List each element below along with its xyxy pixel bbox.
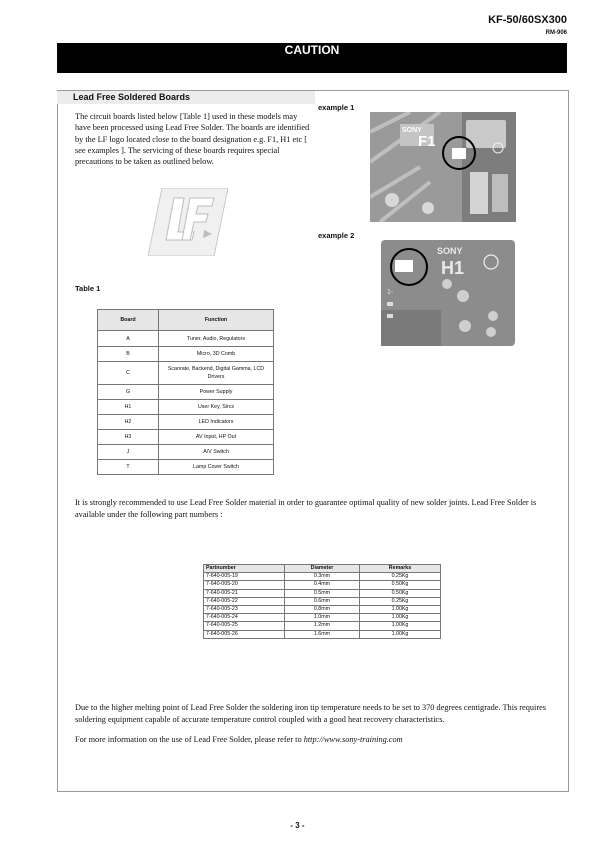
table-cell-function: Power Supply bbox=[159, 385, 274, 400]
table-cell-board: J bbox=[98, 445, 159, 460]
table-cell-remarks: 0.25Kg bbox=[360, 597, 441, 605]
more-info-line bbox=[75, 735, 403, 744]
table-header: Remarks bbox=[360, 565, 441, 573]
melting-point-paragraph: Due to the higher melting point of Lead Free Solder the soldering iron tip temperature needs to be set to 370 degrees centigrade. This requires soldering equipment capable of accurate temperature control coupled with a good heat recovery characteristics. bbox=[75, 703, 547, 724]
table-cell-remarks: 1.00Kg bbox=[360, 622, 441, 630]
remote-model: RM-906 bbox=[545, 30, 567, 36]
example-1-label: example 1 bbox=[318, 103, 355, 112]
table-cell-partnumber: 7-640-005-22 bbox=[204, 597, 285, 605]
example-2-label: example 2 bbox=[318, 231, 355, 240]
table-cell-diameter: 1.6mm bbox=[285, 630, 360, 638]
table-cell-remarks: 1.00Kg bbox=[360, 614, 441, 622]
table-cell-board: H1 bbox=[98, 400, 159, 415]
table-header: Function bbox=[159, 310, 274, 331]
photo2-board: H1 bbox=[441, 258, 465, 278]
part-number-table bbox=[203, 564, 441, 639]
table-header: Partnumber bbox=[204, 565, 285, 573]
example-1-photo bbox=[370, 112, 516, 227]
section-title: Lead Free Soldered Boards bbox=[73, 92, 191, 102]
table-cell-board: A bbox=[98, 331, 159, 347]
training-link[interactable]: http://www.sony-training.com bbox=[303, 735, 403, 744]
table-cell-remarks: 0.50Kg bbox=[360, 589, 441, 597]
table-cell-board: H3 bbox=[98, 430, 159, 445]
table-cell-partnumber: 7-640-005-20 bbox=[204, 581, 285, 589]
table-cell-partnumber: 7-640-005-24 bbox=[204, 614, 285, 622]
table1-label: Table 1 bbox=[75, 284, 101, 293]
photo1-board: F1 bbox=[418, 133, 436, 150]
table-cell-function: LED Indicators bbox=[159, 415, 274, 430]
table-cell-diameter: 0.4mm bbox=[285, 581, 360, 589]
panel-divider bbox=[315, 90, 568, 91]
table-cell-function: Micro, 3D Comb bbox=[159, 347, 274, 362]
photo2-partno: 1- bbox=[387, 289, 394, 296]
table-cell-remarks: 0.25Kg bbox=[360, 573, 441, 581]
table-cell-partnumber: 7-640-005-26 bbox=[204, 630, 285, 638]
page-number: - 3 - bbox=[290, 821, 305, 830]
table-cell-function: AV Input, HP Out bbox=[159, 430, 274, 445]
model-number: KF-50/60SX300 bbox=[488, 14, 567, 26]
table-cell-board: C bbox=[98, 362, 159, 385]
table-cell-diameter: 1.0mm bbox=[285, 614, 360, 622]
table-cell-remarks: 1.00Kg bbox=[360, 630, 441, 638]
table-cell-remarks: 0.50Kg bbox=[360, 581, 441, 589]
lf-logo-icon bbox=[148, 188, 228, 261]
table-cell-function: Tuner, Audio, Regulators bbox=[159, 331, 274, 347]
table-cell-function: User Key, Sircs bbox=[159, 400, 274, 415]
table-cell-partnumber: 7-640-005-19 bbox=[204, 573, 285, 581]
table-cell-diameter: 0.6mm bbox=[285, 597, 360, 605]
table-cell-diameter: 1.2mm bbox=[285, 622, 360, 630]
table-cell-remarks: 1.00Kg bbox=[360, 605, 441, 613]
table-cell-board: T bbox=[98, 460, 159, 475]
intro-paragraph: The circuit boards listed below [Table 1] used in these models may have been processed using Lead Free Solder. The boards are identified by the LF logo located close to the board designation e.g. F1, H1 etc [ see examples ]. The servicing of these boards requires special precautions to be taken as outlined below. bbox=[75, 112, 310, 167]
table-cell-function: A/V Switch bbox=[159, 445, 274, 460]
example-2-photo bbox=[381, 240, 515, 351]
caution-banner: CAUTION bbox=[57, 43, 567, 73]
table-cell-diameter: 0.5mm bbox=[285, 589, 360, 597]
table-cell-diameter: 0.8mm bbox=[285, 605, 360, 613]
table-cell-partnumber: 7-640-005-21 bbox=[204, 589, 285, 597]
photo1-brand: SONY bbox=[402, 127, 422, 134]
table-cell-diameter: 0.3mm bbox=[285, 573, 360, 581]
table-header: Board bbox=[98, 310, 159, 331]
table-cell-partnumber: 7-640-005-23 bbox=[204, 605, 285, 613]
board-table bbox=[97, 309, 274, 475]
table-cell-board: H2 bbox=[98, 415, 159, 430]
table-cell-function: Lamp Cover Switch bbox=[159, 460, 274, 475]
table-cell-board: G bbox=[98, 385, 159, 400]
photo2-brand: SONY bbox=[437, 246, 463, 256]
recommendation-paragraph: It is strongly recommended to use Lead Free Solder material in order to guarantee optimal quality of new solder joints. Lead Free Solder is available under the following part numbers : bbox=[75, 498, 537, 519]
table-cell-board: B bbox=[98, 347, 159, 362]
table-cell-partnumber: 7-640-005-25 bbox=[204, 622, 285, 630]
more-info-text: For more information on the use of Lead Free Solder, please refer to bbox=[75, 735, 304, 744]
table-header: Diameter bbox=[285, 565, 360, 573]
table-cell-function: Scanrate, Backend, Digital Gamma, LCD Drivers bbox=[159, 362, 274, 385]
